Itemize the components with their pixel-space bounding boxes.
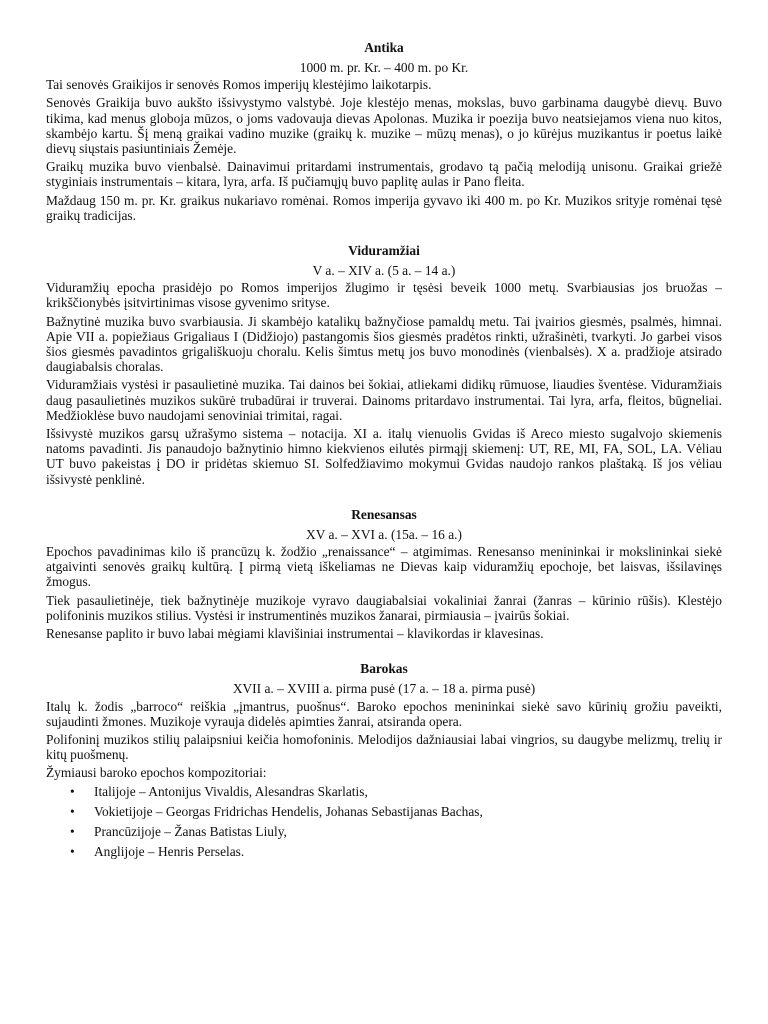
list-item: • Prancūzijoje – Žanas Batistas Liuly, <box>94 824 722 839</box>
section-heading: Viduramžiai <box>348 243 420 259</box>
section-period: V a. – XIV a. (5 a. – 14 a.) <box>312 263 456 279</box>
paragraph: Epochos pavadinimas kilo iš prancūzų k. žodžio „renaissance“ – atgimimas. Renesanso menininkai ir mokslininkai siekė atgaivinti senovės graikų kultūrą. Į pirmą vietą iškeliamas ne Dievas kaip viduramžių epochoje, bet laisvas, išsilavinęs žmogus. <box>46 544 722 590</box>
section-heading: Barokas <box>360 661 408 677</box>
paragraph: Išsivystė muzikos garsų užrašymo sistema – notacija. XI a. italų vienuolis Gvidas iš Areco miesto sugalvojo skiemenis natoms pavadinti. Jis panaudojo bažnytinio himno kiekvienos eilutės pirmąjį skiemenį: UT, RE, MI, FA, SOL, LA. Vėliau UT buvo pakeistas į DO ir pridėtas skiemuo SI. Solfedžiavimo mokymui Gvidas naudojo rankos plaštaką. Iš jos vėliau išsivystė penklinė. <box>46 426 722 487</box>
paragraph: Tiek pasaulietinėje, tiek bažnytinėje muzikoje vyravo daugiabalsiai vokaliniai žanrai (žanras – kūrinio rūšis). Klestėjo polifoninis muzikos stilius. Vystėsi ir instrumentinės muzikos žanarai, pirmiausia – įvairūs šokiai. <box>46 592 722 623</box>
section-barokas <box>46 661 722 859</box>
section-period: 1000 m. pr. Kr. – 400 m. po Kr. <box>299 60 469 75</box>
section-renesansas <box>46 507 722 641</box>
list-item: • Vokietijoje – Georgas Fridrichas Hendelis, Johanas Sebastijanas Bachas, <box>94 804 722 819</box>
section-period: XV a. – XVI a. (15a. – 16 a.) <box>306 526 462 542</box>
list-item: • Italijoje – Antonijus Vivaldis, Alesandras Skarlatis, <box>94 784 722 799</box>
section-heading: Antika <box>364 40 404 55</box>
paragraph: Viduramžiais vystėsi ir pasaulietinė muzika. Tai dainos bei šokiai, atliekami didikų rūmuose, liaudies šventėse. Viduramžiais daug pasaulietinės muzikos sukūrė trubadūrai ir truverai. Dainoms pritardavo instrumentai. Tai lyra, arfa, fleitos, būgneliai. Medžioklėse buvo naudojami senoviniai trimitai, ragai. <box>46 377 722 423</box>
composer-list <box>46 784 722 860</box>
paragraph: Maždaug 150 m. pr. Kr. graikus nukariavo romėnai. Romos imperija gyvavo iki 400 m. po Kr. Muzikos srityje romėnai tęsė graikų tradicijas. <box>46 192 722 223</box>
paragraph: Renesanse paplito ir buvo labai mėgiami klavišiniai instrumentai – klavikordas ir klavesinas. <box>46 626 544 642</box>
paragraph: Polifoninį muzikos stilių palaipsniui keičia homofoninis. Melodijos dažniausiai labai vingrios, su daugybe melizmų, trelių ir kitų puošmenų. <box>46 731 722 763</box>
paragraph: Senovės Graikija buvo aukšto išsivystymo valstybė. Joje klestėjo menas, mokslas, buvo garbinama daugybė dievų. Buvo tikima, kad menus globoja mūzos, o joms vadovauja dievas Apolonas. Muzika ir poezija buvo neatsiejamos viena nuo kitos, skambėjo kartu. Šį meną graikai vadino muzike (graikų k. muzike – mūzų menas), o jo kūrėjus muzikantus ir poetus laikė dievų siųstais pasiuntiniais Žemėje. <box>46 95 722 157</box>
document-page <box>46 40 722 879</box>
list-item: • Anglijoje – Henris Perselas. <box>94 844 722 859</box>
section-antika <box>46 40 722 223</box>
paragraph: Tai senovės Graikijos ir senovės Romos imperijų klestėjimo laikotarpis. <box>46 77 432 93</box>
paragraph: Graikų muzika buvo vienbalsė. Dainavimui pritardami instrumentais, grodavo tą pačią melodiją unisonu. Graikai griežė styginiais instrumentais – kitara, lyra, arfa. Iš pučiamųjų buvo paplitę aulas ir Pano fleita. <box>46 159 722 190</box>
section-viduramziai <box>46 243 722 487</box>
paragraph: Žymiausi baroko epochos kompozitoriai: <box>46 765 267 781</box>
paragraph: Viduramžių epocha prasidėjo po Romos imperijos žlugimo ir tęsėsi beveik 1000 metų. Svarbiausias jos bruožas – krikščionybės įsitvirtinimas visose gyvenimo srityse. <box>46 280 722 311</box>
section-heading: Renesansas <box>351 506 417 522</box>
paragraph: Bažnytinė muzika buvo svarbiausia. Ji skambėjo katalikų bažnyčiose pamaldų metu. Tai įvairios giesmės, psalmės, himnai. Apie VII a. popiežiaus Grigaliaus I (Didžiojo) pastangomis šios giesmės pradėtos rinkti, užrašinėti, tvarkyti. Jo garbei visos šios giesmės pavadintos grigališkuoju choralu. Kelis šimtus metų jos buvo monodinės (vienbalsės). X a. pradžioje atsirado daugiabalsis choralas. <box>46 313 722 375</box>
paragraph: Italų k. žodis „barroco“ reiškia „įmantrus, puošnus“. Baroko epochos menininkai siekė savo kūrinių grožiu paveikti, sujaudinti žmones. Muzikoje vyrauja didelės apimties žanrai, atsiranda opera. <box>46 698 722 729</box>
section-period: XVII a. – XVIII a. pirma pusė (17 a. – 18 a. pirma pusė) <box>232 681 536 697</box>
